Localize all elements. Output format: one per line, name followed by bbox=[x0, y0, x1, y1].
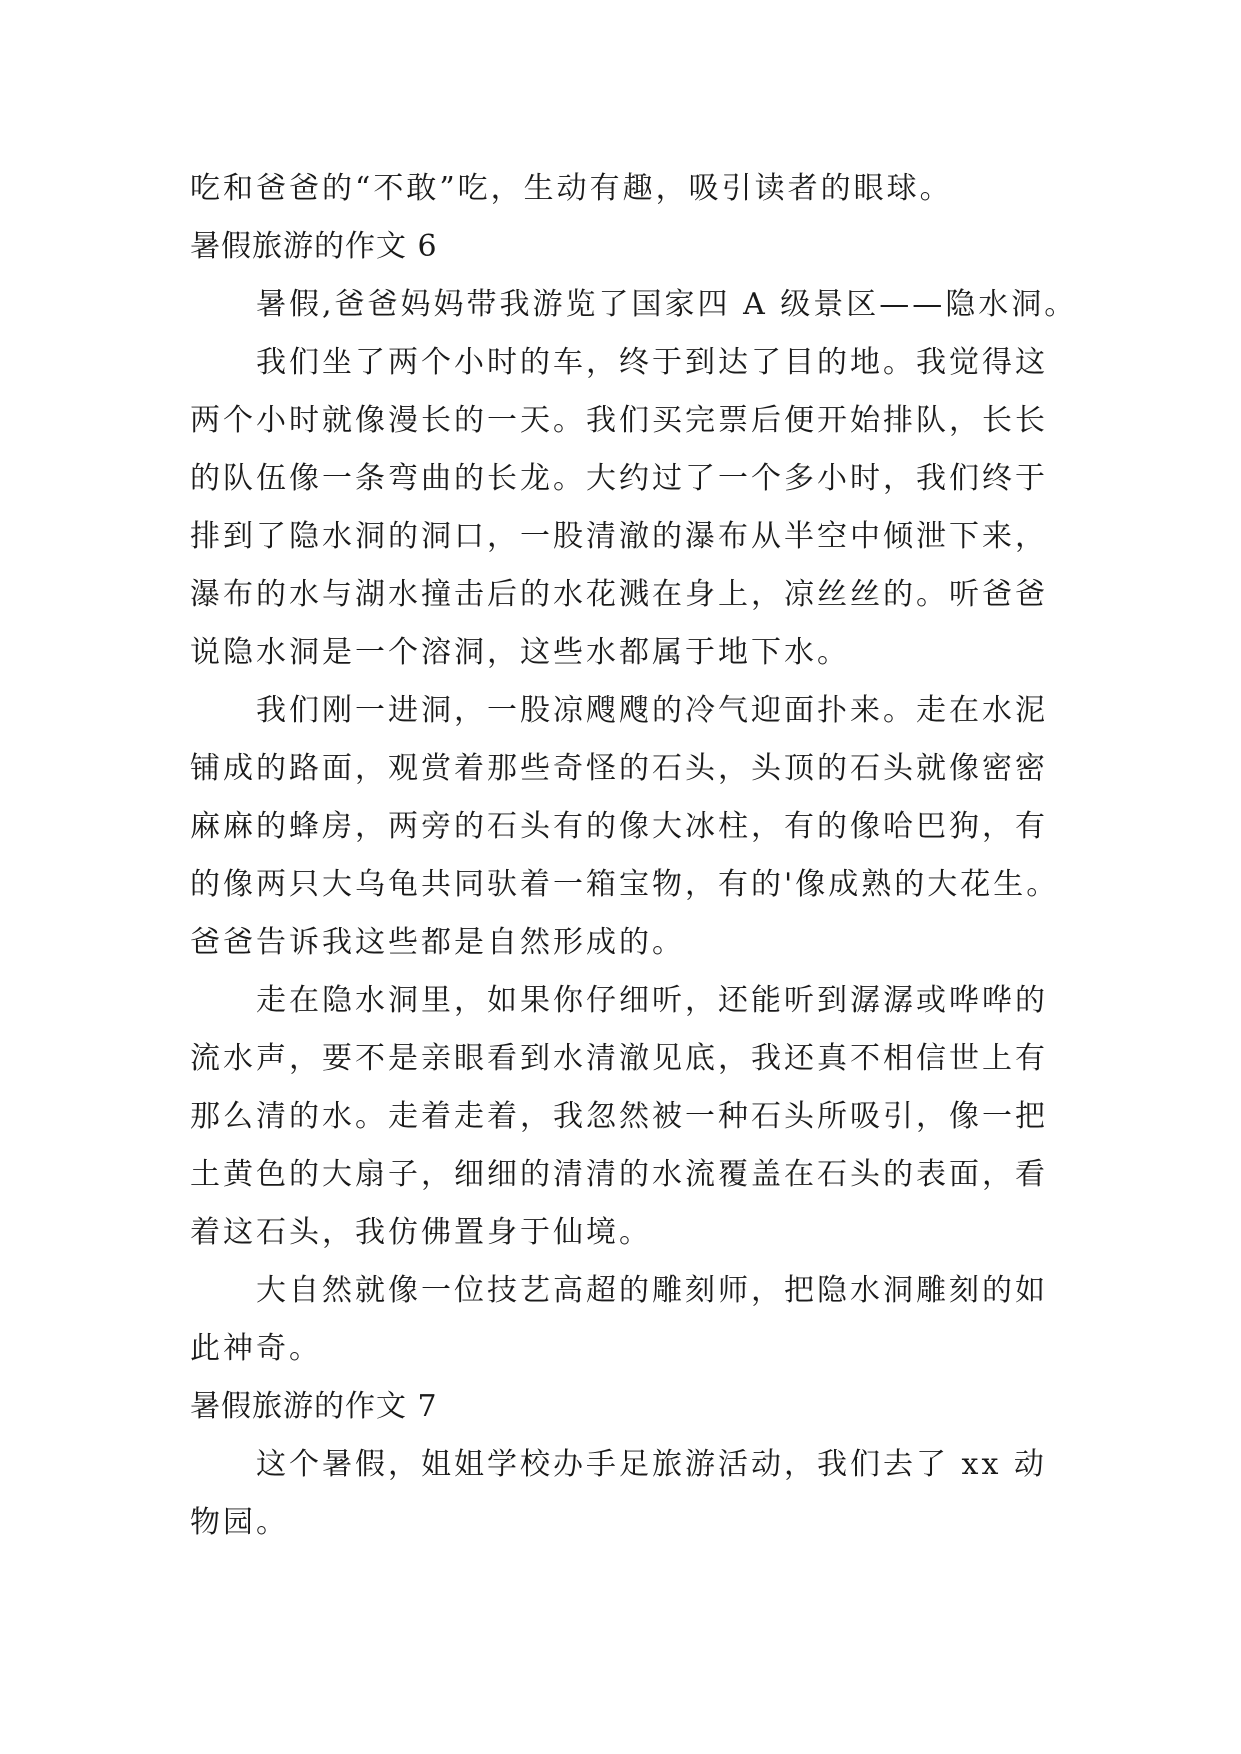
text-line: 我们坐了两个小时的车，终于到达了目的地。我觉得这 bbox=[256, 345, 1048, 380]
text-line: 土黄色的大扇子，细细的清清的水流覆盖在石头的表面，看 bbox=[190, 1157, 1048, 1192]
text-line: 的像两只大乌龟共同驮着一箱宝物，有的'像成熟的大花生。 bbox=[190, 867, 1060, 902]
text-line: 铺成的路面，观赏着那些奇怪的石头，头顶的石头就像密密 bbox=[190, 751, 1048, 786]
text-line: 此神奇。 bbox=[190, 1331, 322, 1366]
text-line: 吃和爸爸的“不敢”吃，生动有趣，吸引读者的眼球。 bbox=[190, 171, 953, 206]
text-line: 我们刚一进洞，一股凉飕飕的冷气迎面扑来。走在水泥 bbox=[256, 693, 1048, 728]
section-heading: 暑假旅游的作文 7 bbox=[190, 1389, 438, 1424]
text-line: 大自然就像一位技艺高超的雕刻师，把隐水洞雕刻的如 bbox=[256, 1273, 1048, 1308]
text-line: 物园。 bbox=[190, 1505, 289, 1540]
text-line: 这个暑假，姐姐学校办手足旅游活动，我们去了 xx 动 bbox=[256, 1447, 1047, 1482]
text-line: 爸爸告诉我这些都是自然形成的。 bbox=[190, 925, 685, 960]
text-line: 说隐水洞是一个溶洞，这些水都属于地下水。 bbox=[190, 635, 850, 670]
text-line: 的队伍像一条弯曲的长龙。大约过了一个多小时，我们终于 bbox=[190, 461, 1048, 496]
text-line: 流水声，要不是亲眼看到水清澈见底，我还真不相信世上有 bbox=[190, 1041, 1048, 1076]
text-line: 麻麻的蜂房，两旁的石头有的像大冰柱，有的像哈巴狗，有 bbox=[190, 809, 1048, 844]
text-line: 排到了隐水洞的洞口，一股清澈的瀑布从半空中倾泄下来， bbox=[190, 519, 1048, 554]
text-line: 那么清的水。走着走着，我忽然被一种石头所吸引，像一把 bbox=[190, 1099, 1048, 1134]
section-heading: 暑假旅游的作文 6 bbox=[190, 229, 438, 264]
text-line: 暑假,爸爸妈妈带我游览了国家四 A 级景区——隐水洞。 bbox=[256, 287, 1078, 322]
text-line: 两个小时就像漫长的一天。我们买完票后便开始排队，长长 bbox=[190, 403, 1048, 438]
document-body bbox=[190, 160, 1078, 1552]
text-line: 瀑布的水与湖水撞击后的水花溅在身上，凉丝丝的。听爸爸 bbox=[190, 577, 1048, 612]
text-line: 着这石头，我仿佛置身于仙境。 bbox=[190, 1215, 652, 1250]
text-line: 走在隐水洞里，如果你仔细听，还能听到潺潺或哗哗的 bbox=[256, 983, 1048, 1018]
